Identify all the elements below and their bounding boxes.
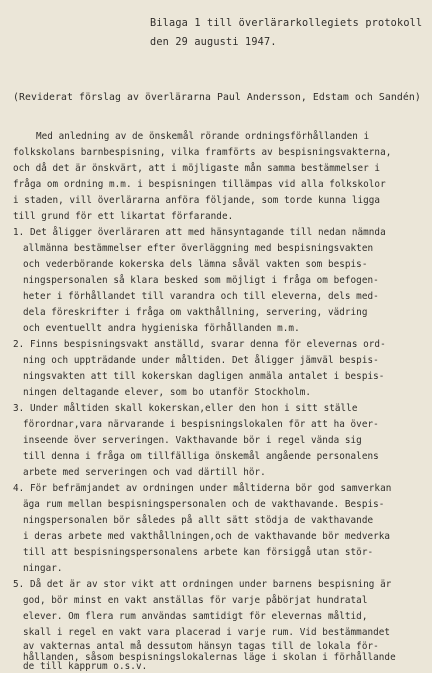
text-line: folkskolans barnbespisning, vilka framförts av bespisningsvakterna, — [13, 147, 392, 158]
text-line: allmänna bestämmelser efter överläggning med bespisningsvakten — [23, 243, 374, 254]
text-line: hållanden, såsom bespisningslokalernas läge i skolan i förhållande — [23, 652, 396, 663]
text-line: 5. Då det är av stor vikt att ordningen under barnens bespisning är — [13, 579, 392, 590]
text-line: äga rum mellan bespisningspersonalen och de vakthavande. Bespis- — [23, 499, 385, 510]
text-line: 1. Det åligger överläraren att med hänsyntagande till nedan nämnda — [13, 227, 386, 238]
text-line: ningen deltagande elever, som bo utanför Stockholm. — [23, 387, 312, 398]
text-line: och eventuellt andra hygieniska förhållanden m.m. — [23, 323, 300, 334]
text-line: ningspersonalen bör således på allt sätt stödja de vakthavande — [23, 515, 374, 526]
text-line: 2. Finns bespisningsvakt anställd, svarar denna för elevernas ord- — [13, 339, 386, 350]
text-line: till att bespisningspersonalens arbete kan försiggå utan stör- — [23, 547, 374, 558]
text-line: i staden, vill överlärarna anföra följande, som torde kunna ligga — [13, 195, 381, 206]
text-line: och då det är önskvärt, att i möjligaste mån samma bestämmelser i — [13, 163, 381, 174]
text-line: 4. För befrämjandet av ordningen under måltiderna bör god samverkan — [13, 483, 392, 494]
text-line: till denna i fråga om tillfälliga önskemål angående personalens — [23, 451, 379, 462]
text-line: ningsvakten att till kokerskan dagligen anmäla antalet i bespis- — [23, 371, 385, 382]
text-line: och vederbörande kokerska dels lämna såväl vakten som bespis- — [23, 259, 368, 270]
text-line: ningspersonalen så klara besked som möjligt i fråga om befogen- — [23, 275, 379, 286]
header-line-1: Bilaga 1 till överlärarkollegiets protokoll — [150, 18, 423, 29]
text-line: de till kapprum o.s.v. — [23, 661, 148, 672]
text-line: Med anledning av de önskemål rörande ordningsförhållanden i — [36, 131, 370, 142]
header-line-2: den 29 augusti 1947. — [150, 37, 277, 48]
text-line: inseende över serveringen. Vakthavande bör i regel vända sig — [23, 435, 362, 446]
text-line: 3. Under måltiden skall kokerskan,eller den hon i sitt ställe — [13, 403, 358, 414]
text-line: fråga om ordning m.m. i bespisningen tillämpas vid alla folkskolor — [13, 179, 386, 190]
text-line: till grund för ett likartat förfarande. — [13, 211, 234, 222]
text-line: elever. Om flera rum användas samtidigt för elevernas måltid, — [23, 611, 368, 622]
text-line: av vakternas antal må dessutom hänsyn tagas till de lokala för- — [23, 641, 379, 652]
text-line: i deras arbete med vakthållningen,och de vakthavande bör medverka — [23, 531, 391, 542]
text-line: heter i förhållandet till varandra och till eleverna, dels med- — [23, 291, 379, 302]
text-line: arbete med serveringen och vad därtill hör. — [23, 467, 266, 478]
text-line: dela föreskrifter i fråga om vakthållning, servering, vädring — [23, 307, 368, 318]
document-title: (Reviderat förslag av överlärarna Paul Andersson, Edstam och Sandén) — [13, 92, 421, 103]
text-line: förordnar,vara närvarande i bespisningslokalen för att ha över- — [23, 419, 379, 430]
text-line: skall i regel en vakt vara placerad i varje rum. Vid bestämmandet — [23, 627, 391, 638]
text-line: ningar. — [23, 563, 63, 574]
text-line: god, bör minst en vakt anställas för varje påbörjat hundratal — [23, 595, 368, 606]
text-line: ning och uppträdande under måltiden. Det åligger jämväl bespis- — [23, 355, 379, 366]
